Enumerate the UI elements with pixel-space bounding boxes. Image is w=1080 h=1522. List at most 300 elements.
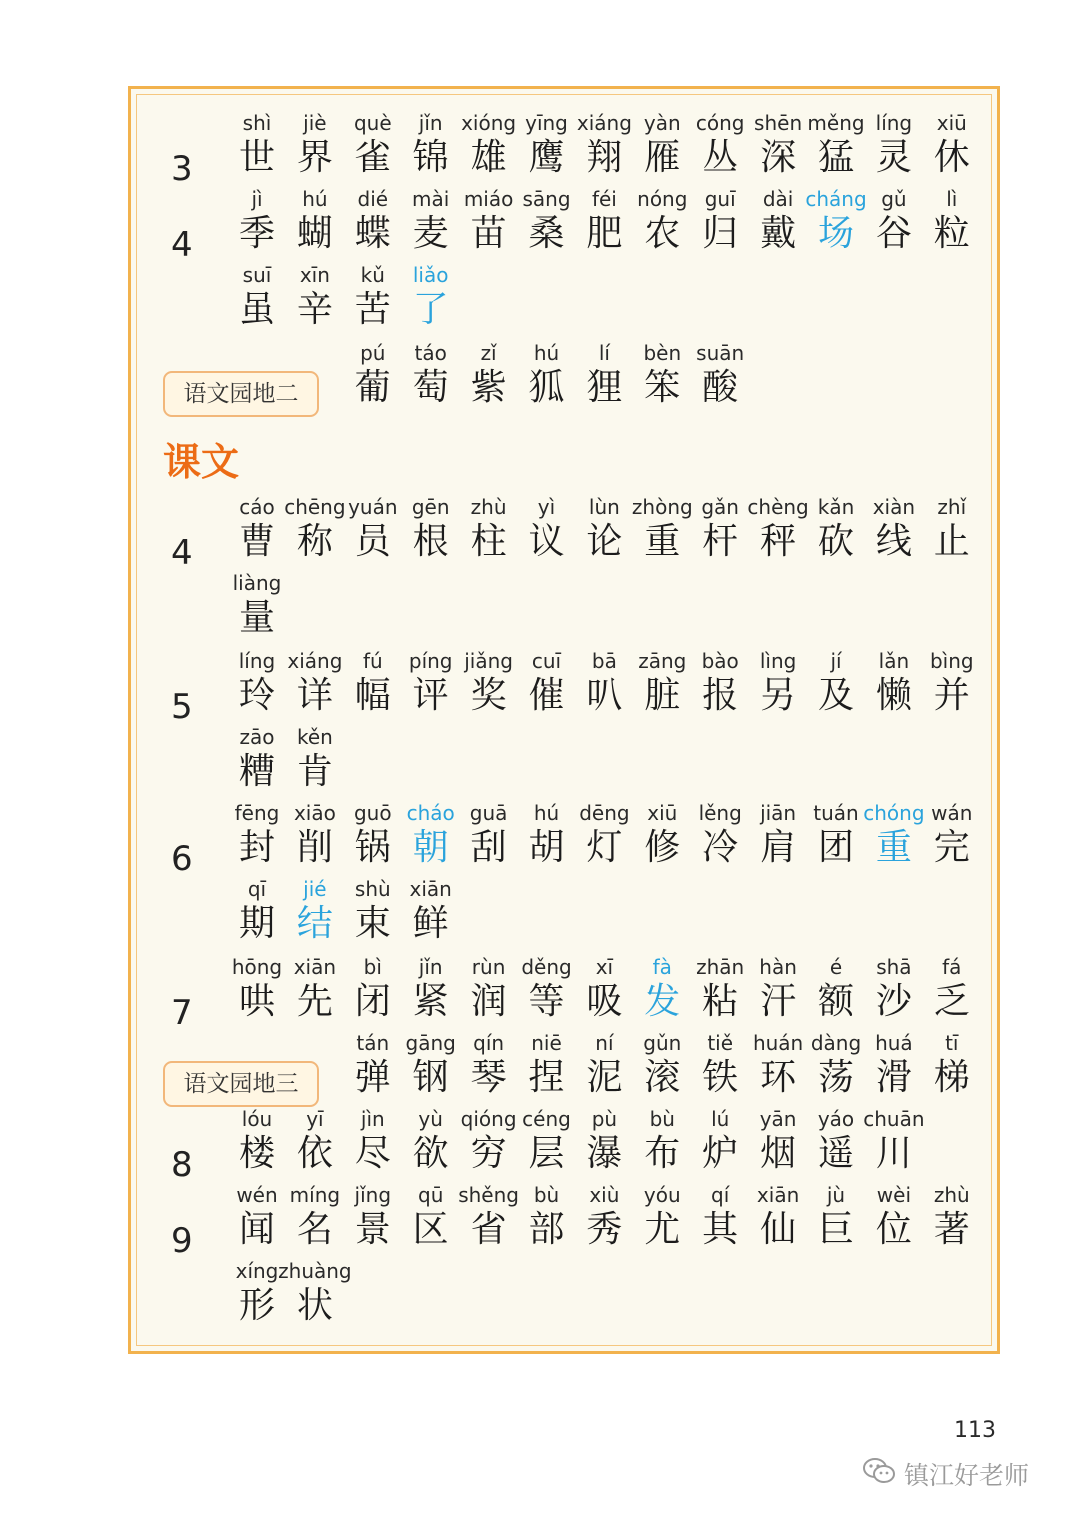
hanzi: 季: [238, 213, 275, 254]
hanzi: 秤: [760, 521, 797, 562]
pinyin: bā: [591, 649, 617, 673]
hanzi: 封: [238, 827, 275, 868]
hanzi: 鲜: [412, 903, 449, 944]
pinyin: shā: [876, 955, 912, 979]
watermark: [862, 1454, 1029, 1494]
hanzi: 期: [238, 903, 275, 944]
pinyin: pù: [591, 1107, 618, 1131]
vocab-row: [131, 111, 997, 187]
pinyin: zhù: [933, 1183, 970, 1207]
hanzi: 川: [875, 1133, 912, 1174]
hanzi: 肥: [586, 213, 623, 254]
hanzi: 猛: [817, 137, 854, 178]
pinyin: chuān: [863, 1107, 925, 1131]
hanzi: 炉: [702, 1133, 739, 1174]
hanzi: 肯: [296, 751, 333, 792]
hanzi: 玲: [238, 675, 275, 716]
hanzi: 闻: [238, 1209, 275, 1250]
hanzi: 哄: [238, 981, 275, 1022]
hanzi: 部: [528, 1209, 565, 1250]
hanzi: 区: [412, 1209, 449, 1250]
hanzi: 束: [354, 903, 391, 944]
lesson-number: 3: [171, 149, 193, 189]
hanzi: 完: [933, 827, 970, 868]
hanzi: 沙: [875, 981, 912, 1022]
pinyin: suī: [242, 263, 272, 287]
pinyin: xiū: [647, 801, 678, 825]
vocab-row: [131, 187, 997, 263]
pinyin: xiāo: [293, 801, 336, 825]
lesson-number: 8: [171, 1145, 193, 1185]
hanzi: 朝: [412, 827, 449, 868]
pinyin: dié: [357, 187, 389, 211]
hanzi: 狸: [586, 367, 623, 408]
hanzi: 琴: [470, 1057, 507, 1098]
hanzi: 麦: [412, 213, 449, 254]
char-cell: [402, 877, 460, 953]
pinyin: yī: [306, 1107, 324, 1131]
hanzi: 秀: [586, 1209, 623, 1250]
hanzi: 深: [760, 137, 797, 178]
hanzi: 泥: [586, 1057, 623, 1098]
hanzi: 紫: [470, 367, 507, 408]
char-cell: [228, 571, 286, 647]
pinyin: cáo: [239, 495, 275, 519]
hanzi: 弹: [354, 1057, 391, 1098]
vocab-row: [131, 955, 997, 1031]
hanzi: 烟: [760, 1133, 797, 1174]
pinyin: dēng: [579, 801, 630, 825]
hanzi: 荡: [817, 1057, 854, 1098]
hanzi: 梯: [933, 1057, 970, 1098]
vocab-row: [131, 495, 997, 571]
char-cell: [865, 1107, 923, 1183]
hanzi: 曹: [238, 521, 275, 562]
pinyin: niē: [531, 1031, 562, 1055]
hanzi: 著: [933, 1209, 970, 1250]
pinyin: jǐn: [418, 111, 443, 135]
pinyin: hú: [533, 341, 560, 365]
pinyin: lóu: [241, 1107, 273, 1131]
hanzi: 止: [933, 521, 970, 562]
hanzi: 催: [528, 675, 565, 716]
char-cell: [923, 1183, 981, 1259]
pinyin: yì: [537, 495, 556, 519]
char-cell: [923, 1031, 981, 1107]
hanzi: 形: [238, 1285, 275, 1326]
hanzi: 萄: [412, 367, 449, 408]
hanzi: 论: [586, 521, 623, 562]
pinyin: jǐng: [354, 1183, 392, 1207]
hanzi: 杆: [702, 521, 739, 562]
hanzi: 巨: [817, 1209, 854, 1250]
hanzi: 世: [238, 137, 275, 178]
pinyin: qū: [418, 1183, 444, 1207]
pinyin: míng: [289, 1183, 341, 1207]
hanzi: 灯: [586, 827, 623, 868]
hanzi: 休: [933, 137, 970, 178]
hanzi: 冷: [702, 827, 739, 868]
pinyin: lì: [946, 187, 958, 211]
pinyin: jiè: [303, 111, 327, 135]
hanzi: 评: [412, 675, 449, 716]
hanzi: 省: [470, 1209, 507, 1250]
hanzi: 名: [296, 1209, 333, 1250]
hanzi: 奖: [470, 675, 507, 716]
pinyin: xíng: [235, 1259, 279, 1283]
pinyin: jù: [826, 1183, 846, 1207]
pinyin: píng: [408, 649, 453, 673]
hanzi: 等: [528, 981, 565, 1022]
lesson-number: 6: [171, 839, 193, 879]
lesson-number: 5: [171, 687, 193, 727]
hanzi: 蝶: [354, 213, 391, 254]
vocab-row: [131, 1183, 997, 1259]
hanzi: 遥: [817, 1133, 854, 1174]
hanzi: 雄: [470, 137, 507, 178]
hanzi: 钢: [412, 1057, 449, 1098]
hanzi: 粘: [702, 981, 739, 1022]
pinyin: yáo: [817, 1107, 855, 1131]
pinyin: xiān: [293, 955, 337, 979]
hanzi: 吸: [586, 981, 623, 1022]
pinyin: gǔn: [643, 1031, 682, 1055]
vocab-row: [131, 1259, 997, 1335]
hanzi: 丛: [702, 137, 739, 178]
hanzi: 楼: [238, 1133, 275, 1174]
hanzi: 详: [296, 675, 333, 716]
hanzi: 仙: [760, 1209, 797, 1250]
hanzi: 尤: [644, 1209, 681, 1250]
hanzi: 线: [875, 521, 912, 562]
hanzi: 苦: [354, 289, 391, 330]
pinyin: yù: [418, 1107, 443, 1131]
pinyin: táo: [414, 341, 447, 365]
pinyin: tiě: [707, 1031, 734, 1055]
pinyin: kǎn: [817, 495, 855, 519]
char-cell: [923, 955, 981, 1031]
hanzi: 结: [296, 903, 333, 944]
garden-label: 语文园地二: [163, 371, 319, 417]
pinyin: xiáng: [576, 111, 632, 135]
hanzi: 员: [354, 521, 391, 562]
hanzi: 葡: [354, 367, 391, 408]
hanzi: 量: [238, 597, 275, 638]
pinyin: lěng: [698, 801, 742, 825]
pinyin: guā: [469, 801, 508, 825]
pinyin: měng: [807, 111, 865, 135]
pinyin: pú: [360, 341, 386, 365]
pinyin: sāng: [522, 187, 571, 211]
pinyin: nóng: [637, 187, 688, 211]
lesson-number: 9: [171, 1221, 193, 1261]
pinyin: lǎn: [878, 649, 910, 673]
pinyin: xióng: [461, 111, 517, 135]
vocab-row: [131, 571, 997, 647]
pinyin: qín: [473, 1031, 505, 1055]
lesson-number: 4: [171, 533, 193, 573]
pinyin: liǎo: [412, 263, 449, 287]
pinyin: é: [829, 955, 843, 979]
pinyin: yīng: [525, 111, 568, 135]
pinyin: gǔ: [881, 187, 907, 211]
hanzi: 景: [354, 1209, 391, 1250]
pinyin: cuī: [531, 649, 562, 673]
hanzi: 粒: [933, 213, 970, 254]
pinyin: dài: [762, 187, 794, 211]
pinyin: tī: [945, 1031, 959, 1055]
hanzi: 了: [412, 289, 449, 330]
hanzi: 穷: [470, 1133, 507, 1174]
lesson-number: 4: [171, 225, 193, 265]
vocab-row: [131, 263, 997, 339]
hanzi: 糟: [238, 751, 275, 792]
pinyin: fú: [362, 649, 383, 673]
pinyin: zhù: [470, 495, 507, 519]
hanzi: 汗: [760, 981, 797, 1022]
pinyin: chēng: [284, 495, 346, 519]
pinyin: kěn: [296, 725, 333, 749]
pinyin: chóng: [863, 801, 925, 825]
hanzi: 闭: [354, 981, 391, 1022]
pinyin: bào: [701, 649, 739, 673]
vocab-row: [131, 1107, 997, 1183]
hanzi: 状: [296, 1285, 333, 1326]
pinyin: jǐn: [418, 955, 443, 979]
hanzi: 乏: [933, 981, 970, 1022]
vocab-row: [131, 877, 997, 953]
pinyin: gāng: [405, 1031, 456, 1055]
pinyin: liàng: [232, 571, 282, 595]
hanzi: 锅: [354, 827, 391, 868]
pinyin: xiù: [589, 1183, 620, 1207]
pinyin: hàn: [759, 955, 797, 979]
pinyin: jìn: [360, 1107, 385, 1131]
hanzi: 及: [817, 675, 854, 716]
pinyin: lí: [598, 341, 610, 365]
hanzi: 欲: [412, 1133, 449, 1174]
pinyin: xī: [595, 955, 614, 979]
char-cell: [923, 801, 981, 877]
pinyin: shù: [354, 877, 391, 901]
pinyin: lú: [711, 1107, 730, 1131]
hanzi: 砍: [817, 521, 854, 562]
hanzi: 懒: [875, 675, 912, 716]
hanzi: 根: [412, 521, 449, 562]
pinyin: mài: [412, 187, 450, 211]
pinyin: suān: [696, 341, 745, 365]
vocab-row: [131, 649, 997, 725]
vocab-row: [131, 801, 997, 877]
pinyin: qióng: [460, 1107, 517, 1131]
pinyin: céng: [522, 1107, 571, 1131]
hanzi: 重: [875, 827, 912, 868]
hanzi: 灵: [875, 137, 912, 178]
pinyin: jiān: [760, 801, 797, 825]
hanzi: 位: [875, 1209, 912, 1250]
hanzi: 团: [817, 827, 854, 868]
pinyin: hōng: [231, 955, 283, 979]
hanzi: 胡: [528, 827, 565, 868]
pinyin: jí: [830, 649, 842, 673]
pinyin: fēng: [234, 801, 280, 825]
pinyin: huá: [875, 1031, 913, 1055]
pinyin: ní: [595, 1031, 614, 1055]
hanzi: 锦: [412, 137, 449, 178]
hanzi: 辛: [296, 289, 333, 330]
pinyin: líng: [875, 111, 913, 135]
pinyin: bù: [533, 1183, 560, 1207]
pinyin: cháo: [406, 801, 455, 825]
pinyin: xiàn: [872, 495, 916, 519]
garden-label: 语文园地三: [163, 1061, 319, 1107]
vocab-frame: [128, 86, 1000, 1354]
pinyin: cháng: [805, 187, 867, 211]
hanzi: 虽: [238, 289, 275, 330]
hanzi: 笨: [644, 367, 681, 408]
pinyin: zǐ: [480, 341, 497, 365]
pinyin: guī: [704, 187, 736, 211]
char-cell: [923, 187, 981, 263]
hanzi: 并: [933, 675, 970, 716]
pinyin: zhān: [696, 955, 745, 979]
hanzi: 层: [528, 1133, 565, 1174]
hanzi: 另: [760, 675, 797, 716]
pinyin: zhòng: [631, 495, 693, 519]
pinyin: shěng: [458, 1183, 519, 1207]
hanzi: 肩: [760, 827, 797, 868]
hanzi: 尽: [354, 1133, 391, 1174]
pinyin: zhǐ: [937, 495, 967, 519]
hanzi: 铁: [702, 1057, 739, 1098]
wechat-icon: [862, 1457, 896, 1491]
pinyin: lùn: [588, 495, 620, 519]
pinyin: líng: [238, 649, 276, 673]
pinyin: tuán: [813, 801, 859, 825]
pinyin: fá: [942, 955, 962, 979]
hanzi: 谷: [875, 213, 912, 254]
hanzi: 柱: [470, 521, 507, 562]
polyphone-char-cell: [402, 263, 460, 339]
vocab-row: [131, 1031, 997, 1107]
pinyin: féi: [591, 187, 617, 211]
hanzi: 先: [296, 981, 333, 1022]
hanzi: 紧: [412, 981, 449, 1022]
pinyin: wán: [931, 801, 973, 825]
pinyin: xiān: [756, 1183, 800, 1207]
pinyin: tán: [356, 1031, 390, 1055]
hanzi: 雁: [644, 137, 681, 178]
pinyin: qí: [711, 1183, 730, 1207]
pinyin: shēn: [754, 111, 803, 135]
pinyin: bù: [649, 1107, 675, 1131]
char-cell: [278, 1259, 352, 1335]
hanzi: 重: [644, 521, 681, 562]
page-number: 113: [954, 1418, 996, 1443]
pinyin: guō: [353, 801, 392, 825]
hanzi: 刮: [470, 827, 507, 868]
pinyin: kǔ: [360, 263, 385, 287]
pinyin: fà: [652, 955, 672, 979]
vocab-row: [131, 725, 997, 801]
hanzi: 发: [644, 981, 681, 1022]
pinyin: yuán: [348, 495, 398, 519]
hanzi: 酸: [702, 367, 739, 408]
hanzi: 界: [296, 137, 333, 178]
pinyin: bìng: [929, 649, 974, 673]
pinyin: xiān: [409, 877, 452, 901]
hanzi: 额: [817, 981, 854, 1022]
section-title: 课文: [163, 439, 240, 484]
pinyin: gēn: [411, 495, 450, 519]
pinyin: què: [353, 111, 392, 135]
pinyin: chèng: [747, 495, 809, 519]
pinyin: huán: [752, 1031, 804, 1055]
pinyin: hú: [533, 801, 560, 825]
hanzi: 捏: [528, 1057, 565, 1098]
pinyin: xiū: [936, 111, 967, 135]
hanzi: 滚: [644, 1057, 681, 1098]
pinyin: zāng: [638, 649, 687, 673]
pinyin: qī: [247, 877, 267, 901]
pinyin: dàng: [810, 1031, 862, 1055]
pinyin: rùn: [471, 955, 506, 979]
watermark-text: 镇江好老师: [904, 1461, 1030, 1490]
hanzi: 场: [817, 213, 854, 254]
pinyin: jiǎng: [464, 649, 513, 673]
char-cell: [923, 649, 981, 725]
pinyin: bì: [363, 955, 382, 979]
hanzi: 翔: [586, 137, 623, 178]
pinyin: miáo: [463, 187, 514, 211]
pinyin: yóu: [643, 1183, 681, 1207]
pinyin: zāo: [239, 725, 275, 749]
hanzi: 蝴: [296, 213, 333, 254]
pinyin: yàn: [643, 111, 681, 135]
hanzi: 桑: [528, 213, 565, 254]
hanzi: 环: [760, 1057, 797, 1098]
pinyin: lìng: [759, 649, 797, 673]
char-cell: [923, 495, 981, 571]
pinyin: wèi: [876, 1183, 911, 1207]
pinyin: bèn: [643, 341, 682, 365]
hanzi: 其: [702, 1209, 739, 1250]
lesson-number: 7: [171, 993, 193, 1033]
hanzi: 雀: [354, 137, 391, 178]
hanzi: 议: [528, 521, 565, 562]
hanzi: 滑: [875, 1057, 912, 1098]
pinyin: xīn: [299, 263, 330, 287]
hanzi: 削: [296, 827, 333, 868]
hanzi: 脏: [644, 675, 681, 716]
hanzi: 修: [644, 827, 681, 868]
pinyin: cóng: [695, 111, 745, 135]
hanzi: 依: [296, 1133, 333, 1174]
hanzi: 称: [296, 521, 333, 562]
hanzi: 布: [644, 1133, 681, 1174]
hanzi: 鹰: [528, 137, 565, 178]
vocab-row: [131, 341, 997, 417]
hanzi: 苗: [470, 213, 507, 254]
char-cell: [923, 111, 981, 187]
hanzi: 润: [470, 981, 507, 1022]
pinyin: děng: [521, 955, 572, 979]
hanzi: 瀑: [586, 1133, 623, 1174]
pinyin: zhuàng: [278, 1259, 352, 1283]
pinyin: xiáng: [287, 649, 343, 673]
pinyin: jié: [303, 877, 327, 901]
pinyin: gǎn: [701, 495, 739, 519]
